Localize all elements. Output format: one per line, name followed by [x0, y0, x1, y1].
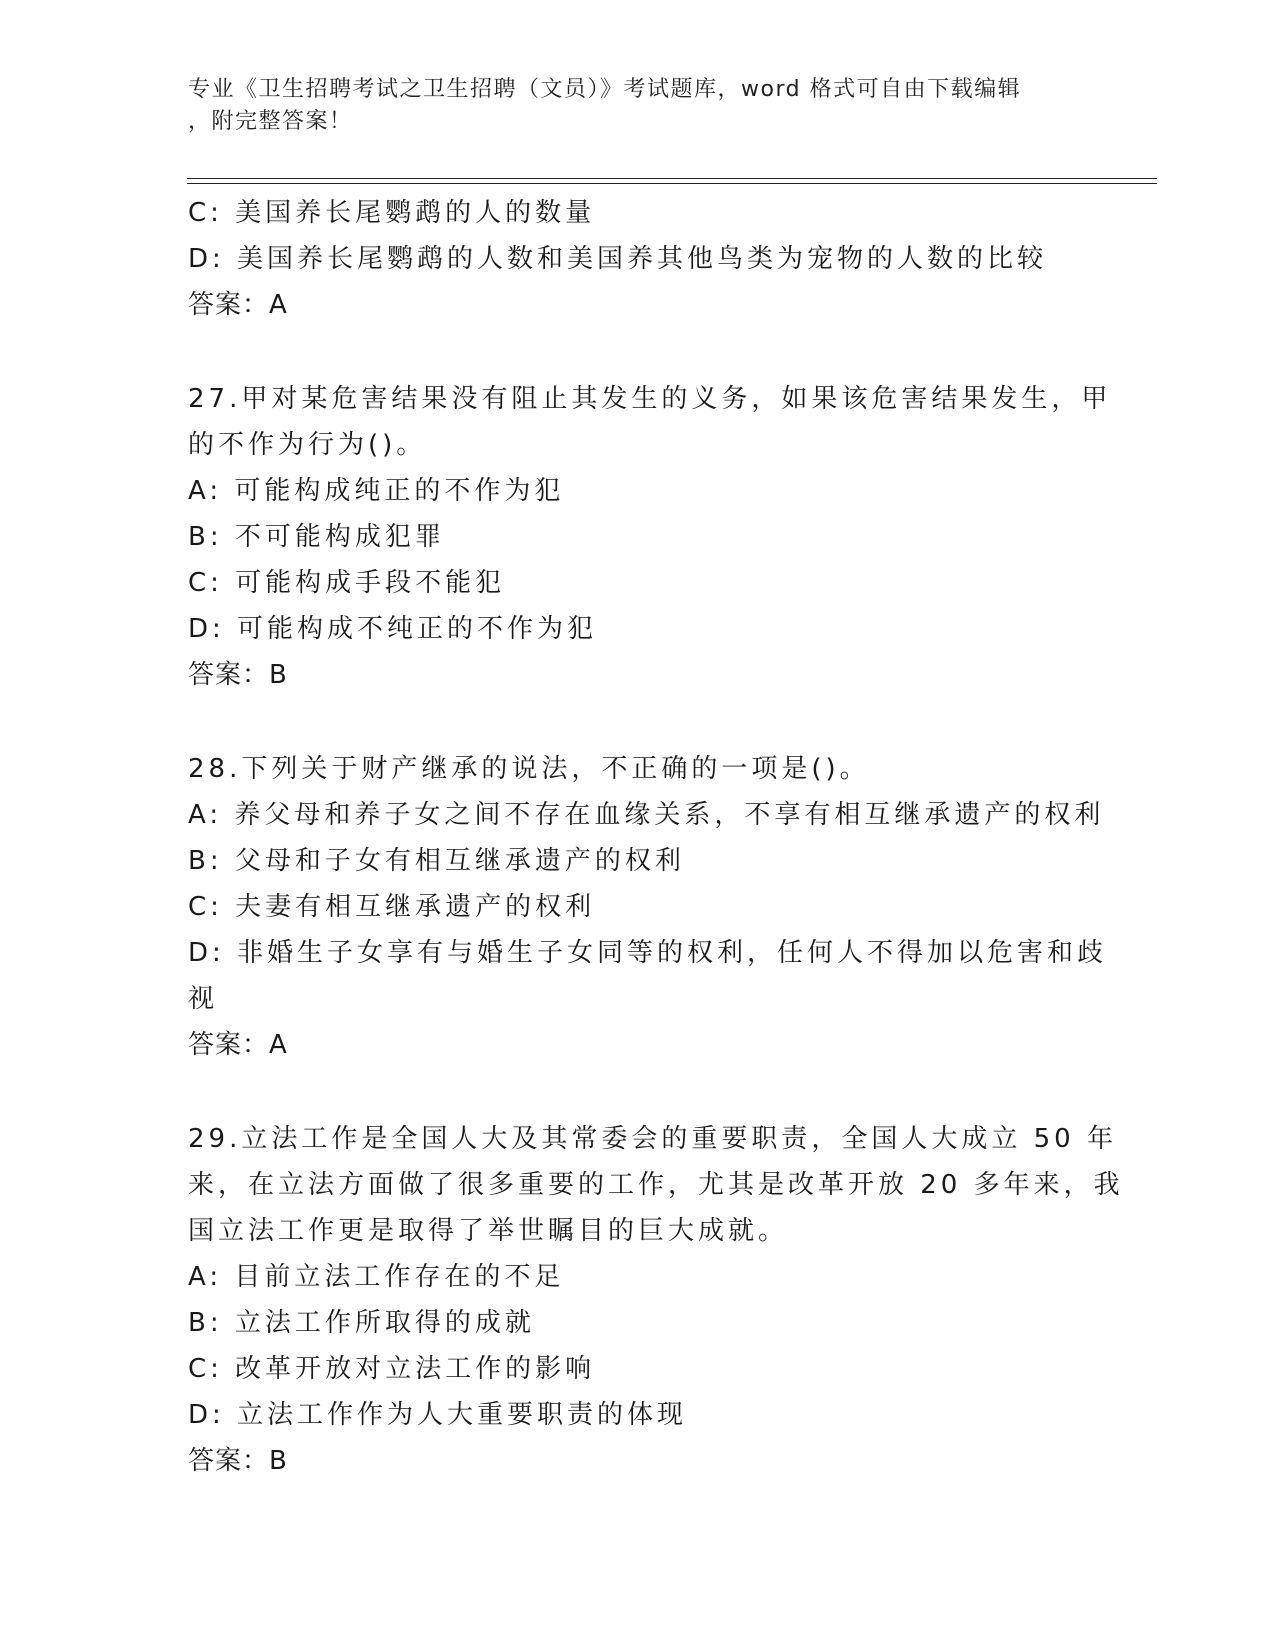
question-26-tail: [188, 190, 1088, 328]
answer: 答案：A: [188, 290, 288, 320]
option-d: D: 可能构成不纯正的不作为犯: [188, 614, 598, 644]
option-b: B: 不可能构成犯罪: [188, 522, 445, 552]
option-d: D: 非婚生子女享有与婚生子女同等的权利，任何人不得加以危害和歧: [188, 938, 1108, 968]
option-a: A: 目前立法工作存在的不足: [188, 1262, 565, 1292]
question-28: [188, 746, 1108, 1068]
question-list: [188, 190, 1124, 1484]
answer: 答案：A: [188, 1030, 288, 1060]
header-line-2: ，附完整答案！: [188, 109, 353, 134]
question-stem-line: 27.甲对某危害结果没有阻止其发生的义务，如果该危害结果发生，甲: [188, 384, 1112, 414]
header-divider-bottom: [187, 183, 1157, 184]
option-b: B: 父母和子女有相互继承遗产的权利: [188, 846, 685, 876]
option-a: A: 可能构成纯正的不作为犯: [188, 476, 565, 506]
question-stem-line: 国立法工作更是取得了举世瞩目的巨大成就。: [188, 1216, 789, 1246]
header-divider-top: [187, 178, 1157, 179]
question-27: [188, 376, 1112, 698]
option-c: C: 改革开放对立法工作的影响: [188, 1354, 596, 1384]
option-b: B: 立法工作所取得的成就: [188, 1308, 535, 1338]
document-header: [188, 74, 1088, 138]
answer: 答案：B: [188, 660, 288, 690]
option-c: C: 美国养长尾鹦鹉的人的数量: [188, 198, 596, 228]
option-c: C: 夫妻有相互继承遗产的权利: [188, 892, 596, 922]
option-d-continued: 视: [188, 984, 219, 1014]
question-stem-line: 来，在立法方面做了很多重要的工作，尤其是改革开放 20 多年来，我: [188, 1170, 1124, 1200]
question-29: [188, 1116, 1124, 1484]
option-d: D: 美国养长尾鹦鹉的人数和美国养其他鸟类为宠物的人数的比较: [188, 244, 1048, 274]
option-a: A: 养父母和养子女之间不存在血缘关系，不享有相互继承遗产的权利: [188, 800, 1105, 830]
option-d: D: 立法工作作为人大重要职责的体现: [188, 1400, 688, 1430]
answer: 答案：B: [188, 1446, 288, 1476]
header-line-1: 专业《卫生招聘考试之卫生招聘（文员）》考试题库，word 格式可自由下载编辑: [188, 77, 1022, 102]
question-stem-line: 28.下列关于财产继承的说法，不正确的一项是()。: [188, 754, 870, 784]
question-stem-line: 29.立法工作是全国人大及其常委会的重要职责，全国人大成立 50 年: [188, 1124, 1117, 1154]
option-c: C: 可能构成手段不能犯: [188, 568, 506, 598]
question-stem-line: 的不作为行为()。: [188, 430, 427, 460]
